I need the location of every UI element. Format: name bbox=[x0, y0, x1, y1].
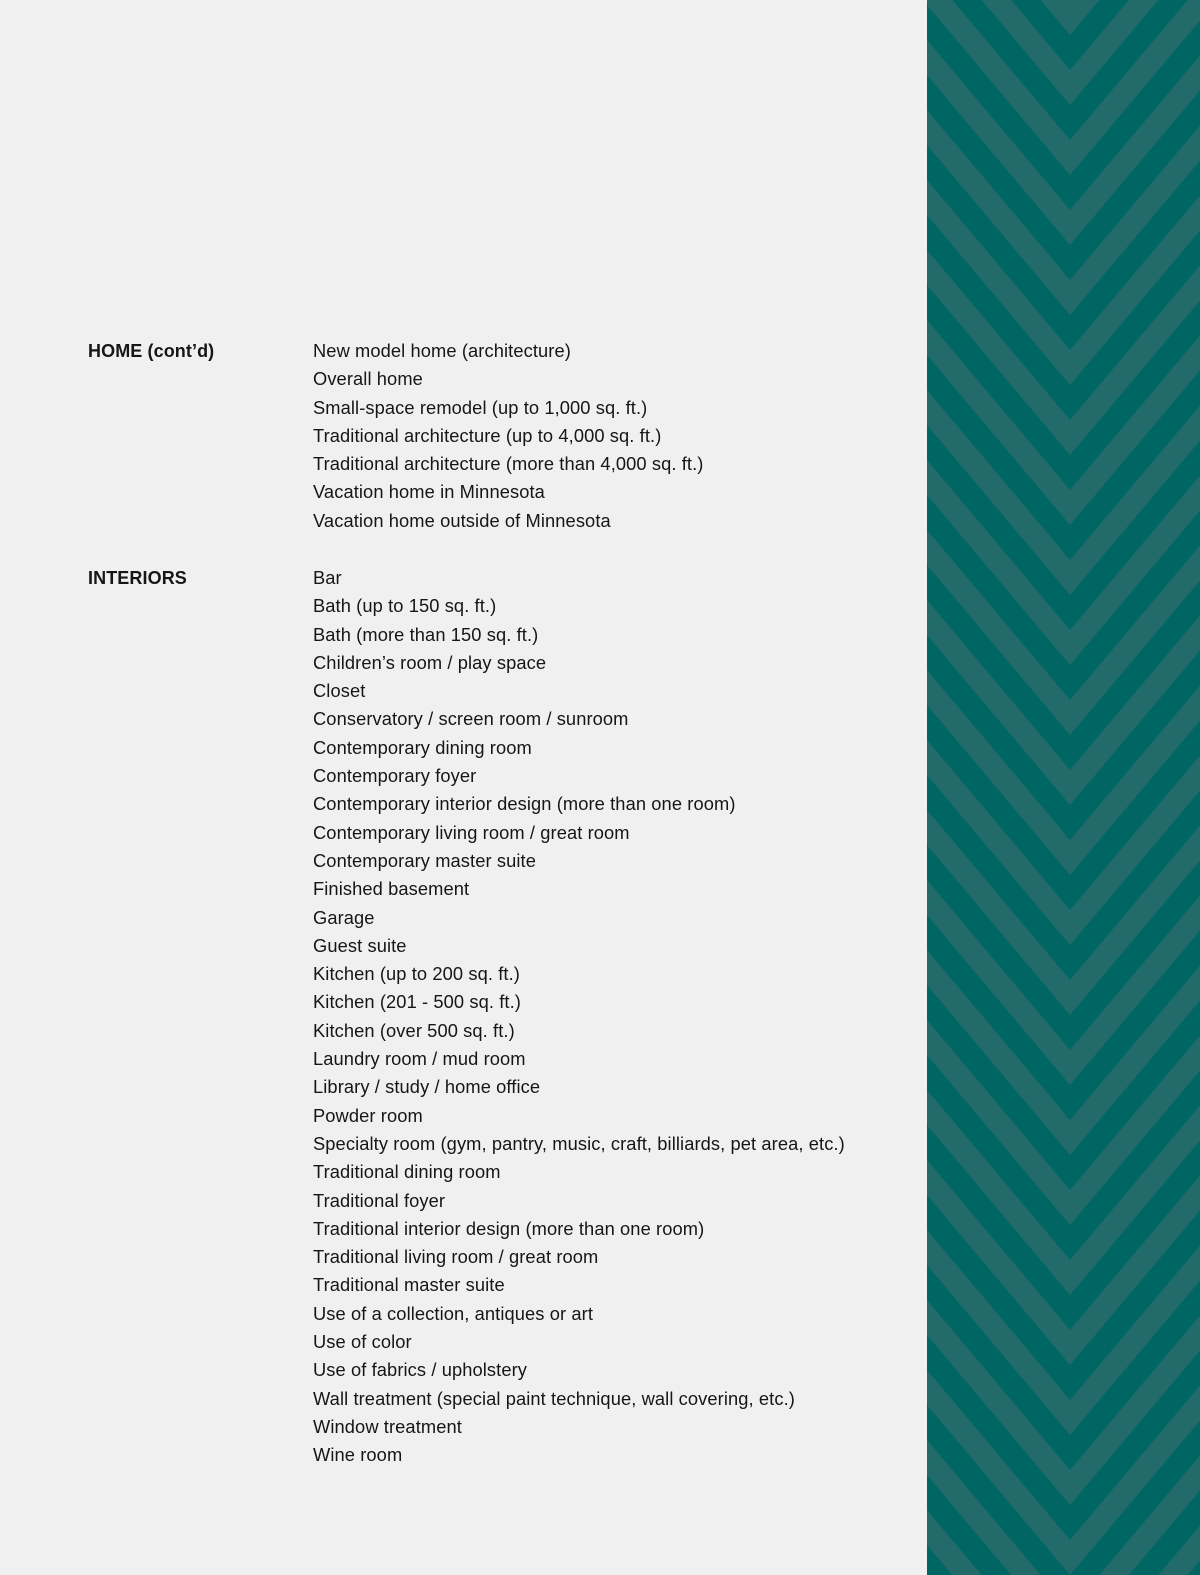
list-item: Guest suite bbox=[313, 934, 407, 956]
list-item: Use of a collection, antiques or art bbox=[313, 1302, 593, 1324]
list-item: Use of color bbox=[313, 1331, 412, 1353]
list-item: Contemporary dining room bbox=[313, 736, 532, 758]
list-item: Traditional interior design (more than one room) bbox=[313, 1217, 705, 1239]
list-item: Traditional master suite bbox=[313, 1274, 505, 1296]
section-label-home: HOME (cont’d) bbox=[88, 341, 215, 361]
list-item: Kitchen (up to 200 sq. ft.) bbox=[313, 963, 520, 985]
list-item: Vacation home outside of Minnesota bbox=[313, 509, 611, 531]
list-item: Use of fabrics / upholstery bbox=[313, 1359, 528, 1381]
list-item: Traditional dining room bbox=[313, 1161, 501, 1183]
list-item: Wine room bbox=[313, 1444, 403, 1466]
list-item: Window treatment bbox=[313, 1415, 462, 1437]
list-item: Conservatory / screen room / sunroom bbox=[313, 708, 629, 730]
chevron-pattern-band bbox=[927, 0, 1200, 1575]
list-item: Overall home bbox=[313, 368, 423, 390]
category-list-interiors bbox=[313, 564, 845, 1470]
section-label-interiors: INTERIORS bbox=[88, 568, 187, 588]
list-item: Children’s room / play space bbox=[313, 651, 547, 673]
chevron-pattern bbox=[927, 0, 1200, 1575]
list-item: Traditional architecture (more than 4,000 sq. ft.) bbox=[313, 453, 704, 475]
list-item: Finished basement bbox=[313, 878, 470, 900]
list-item: Contemporary living room / great room bbox=[313, 821, 630, 843]
list-item: Traditional architecture (up to 4,000 sq. ft.) bbox=[313, 424, 662, 446]
list-item: Closet bbox=[313, 680, 366, 702]
list-item: Traditional foyer bbox=[313, 1189, 446, 1211]
list-item: Vacation home in Minnesota bbox=[313, 481, 545, 503]
list-item: Laundry room / mud room bbox=[313, 1048, 526, 1070]
list-item: Traditional living room / great room bbox=[313, 1246, 599, 1268]
list-item: Contemporary interior design (more than one room) bbox=[313, 793, 736, 815]
list-item: Small-space remodel (up to 1,000 sq. ft.) bbox=[313, 396, 648, 418]
list-item: Wall treatment (special paint technique, wall covering, etc.) bbox=[313, 1387, 795, 1409]
list-item: Kitchen (201 - 500 sq. ft.) bbox=[313, 991, 521, 1013]
category-list-home bbox=[313, 337, 703, 535]
list-item: Powder room bbox=[313, 1104, 423, 1126]
list-item: Contemporary master suite bbox=[313, 849, 536, 871]
list-item: Bath (up to 150 sq. ft.) bbox=[313, 595, 497, 617]
list-item: Contemporary foyer bbox=[313, 765, 477, 787]
list-item: Specialty room (gym, pantry, music, craft, billiards, pet area, etc.) bbox=[313, 1132, 845, 1154]
list-item: Bar bbox=[313, 567, 342, 588]
list-item: New model home (architecture) bbox=[313, 340, 571, 361]
list-item: Kitchen (over 500 sq. ft.) bbox=[313, 1019, 515, 1041]
list-item: Bath (more than 150 sq. ft.) bbox=[313, 623, 539, 645]
list-item: Library / study / home office bbox=[313, 1076, 541, 1098]
list-item: Garage bbox=[313, 906, 375, 928]
